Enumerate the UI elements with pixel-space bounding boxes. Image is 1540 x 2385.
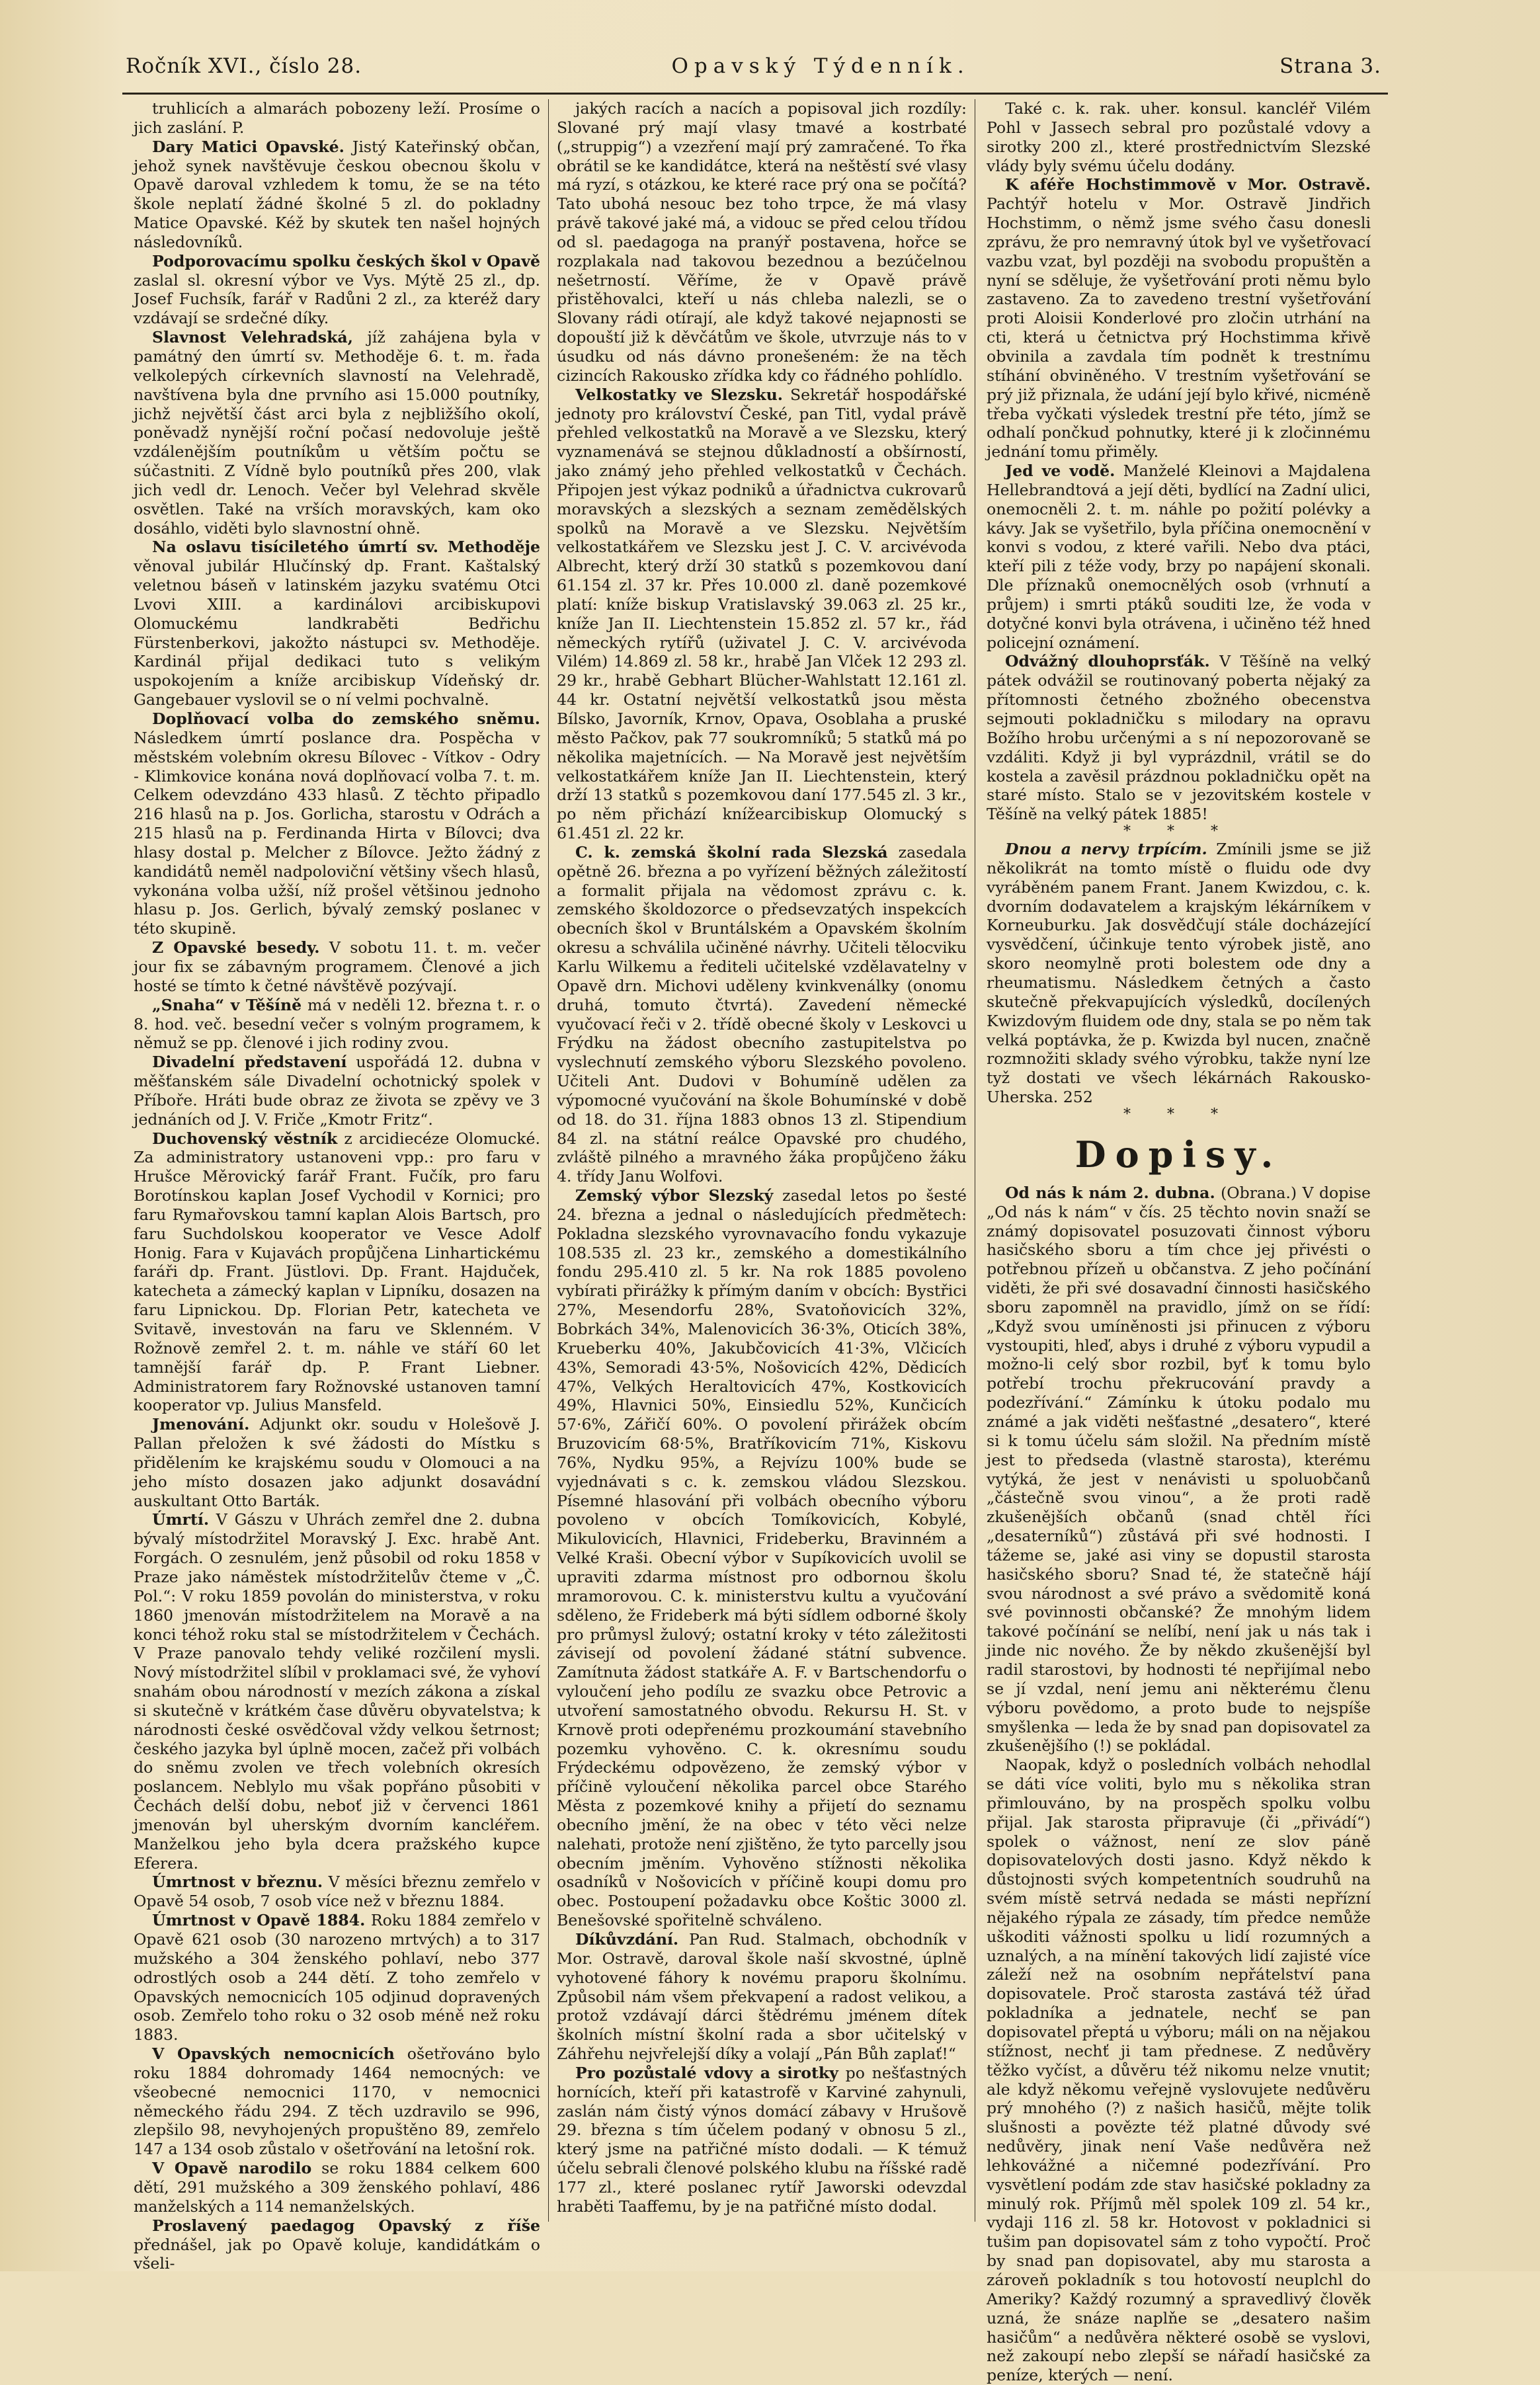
article-paragraph xyxy=(134,1911,540,2044)
article-paragraph xyxy=(557,2064,967,2216)
article-paragraph xyxy=(134,252,540,328)
article-headline: Zemský výbor Slezský xyxy=(575,1186,774,1205)
article-text: Pan Rud. Stalmach, obchodník v Mor. Ostravě, daroval škole naší skvostné, úplně vyhotovené fáhory k novému praporu školnímu. Způsobil nám všem překvapení a radost velikou, a protož vzdávají dárci štědrému jménem dítek školních místní školní rada a sbor učitelský v Záhřehu nejvřelejší díky a volají „Pán Bůh zaplať!“ xyxy=(557,1930,967,2064)
article-text: Zmínili jsme se již několikrát na tomto místě o fluidu ode dvy vyráběném panem Frant. Janem Kwizdou, c. k. dvorním dodavatelem a krajským lékárníkem v Korneuburku. Jak dosvědčují stále docházející vysvědčení, účinkuje tento výrobek jistě, ano skoro neomylně proti bolestem ode dny a rheumatismu. Následkem četných a často skutečně překvapujících výsledků, docílených Kwizdovým fluidem ode dny, stala se po něm tak velká poptávka, že p. Kwizda byl nucen, značně rozmnožiti sklady svého výrobku, takže nyní lze tyž dostati ve všech lékárnách Rakousko-Uherska. 252 xyxy=(987,840,1371,1107)
column-1 xyxy=(126,99,549,2273)
article-paragraph xyxy=(987,1756,1371,2385)
article-headline: Podporovacímu spolku českých škol v Opavě xyxy=(152,251,540,270)
article-paragraph xyxy=(987,462,1371,652)
article-paragraph xyxy=(134,538,540,709)
article-text: uspořádá 12. dubna v měšťanském sále Divadelní ochotnický spolek v Příboře. Hráti bude obraz ze života se zpěvy ve 3 jednáních od J. V. Friče „Kmotr Fritz“. xyxy=(134,1053,541,1129)
article-text: přednášel, jak po Opavě koluje, kandidátkám o všeli- xyxy=(134,2235,540,2273)
page-number: Strana 3. xyxy=(1279,54,1381,78)
article-paragraph xyxy=(134,99,540,138)
article-text: Následkem úmrtí poslance drа. Pospěcha v městském volebním okresu Bílovec - Vítkov - Odry - Klimkovice konána nová doplňovací volba 7. t. m. Celkem odevzdáno 433 hlasů. Z těchto připadlo 216 hlasů na p. Jos. Gorlicha, starostu v Odrách a 215 hlasů na p. Ferdinanda Hirta v Bílovci; dva hlasy dostal p. Melcher z Bílovce. Ježto žádný z kandidátů neměl nadpoloviční většiny všech hlasů, vykonána volba užší, níž prošel většinou jednoho hlasu p. Jos. Gerlich, bývalý zemský poslanec v této skupině. xyxy=(134,728,540,938)
article-text: Naopak, když o posledních volbách nehodlal se dáti více voliti, bylo mu s několika stran přimlouváno, by na prospěch spolku volbu přijal. Jak starosta připravuje (či „přivádí“) spolek o vážnost, není ze slov páně dopisovatelových dosti jasno. Když někdo k důstojnosti svých kompetentních soudruhů na svém místě setrvá nedada se másti nepřízní nějakého rýpala ze zásady, tím předce nemůže uškoditi vážnosti spolku u lidí rozumných a uznalých, a na mínění takových lidí zajisté více záleží než na osobním nepřátelství pana dopisovatele. Proč starosta zastává též úřad pokladníka a jednatele, nechť se pan dopisovatel přeptá u výboru; máli on na nějakou stížnost, nechť ji tam přednese. Z nedůvěry těžko vyčíst, a důvěru též nikomu nelze vnutit; ale když někomu veřejně vyslovujete nedůvěru prý mnohého (?) z našich hasičů, mějte tolik slušnosti a povězte též platné důvody své nedůvěry, jinak není Vaše nedůvěra než lehkovážné a ničemné podezřívání. Pro vysvětlení podám zde stav hasičské pokladny za minulý rok. Příjmů měl spolek 109 zl. 54 kr., vydaji 116 zl. 58 kr. Hotovost v pokladnici si tušim pan dopisovatel sám z toho vypočtí. Proč by snad pan dopisovatel, aby mu starosta a zároveň pokladník s tou hotovostí neuplchl do Ameriky? Každý rozumný a spravedlivý člověk uzná, že snáze naplňe se „desatero našim hasičům“ a nedůvěra některé osobě se vyslovi, než zakoupí nebo zlepší se nářadí hasičské za peníze, kterých — není. xyxy=(987,1756,1371,2385)
article-text: má v neděli 12. března t. r. o 8. hod. več. besední večer s volným programem, k němuž se pp. členové i jich rodiny zvou. xyxy=(134,995,540,1053)
article-paragraph xyxy=(987,99,1371,175)
article-text: jakých racích a nacích a popisoval jich rozdíly: Slované prý mají vlasy tmavé a kostrbaté („struppig“) a vzezření mají prý zamračené. To řka obrátil se ke kandidátce, která na neštěstí své vlasy má ryzí, s otázkou, ke které race prý ona se počítá? Tato ubohá nesouc bez toho trpce, že má vlasy právě takové jaké má, a vidouc se před celou třídou od sl. paedagoga na pranýř postavena, hořce se rozplakala nad takovou bezednou a bezúčelnou nešetrností. Věříme, že v Opavě právě přistěhovalci, kteří u nás chleba nalezli, se o Slovany rádi otírají, ale když takové nejapnosti se dopouští již k děvčátům ve škole, utvrzuje nás to v úsudku od nás dávno pronešeném: že na těch cizincích Rakousko zřídka kdy co řádného pohlídlo. xyxy=(557,99,967,385)
article-headline: Odvážný dlouhoprsťák. xyxy=(1005,652,1210,671)
article-paragraph xyxy=(987,840,1371,1107)
article-headline: C. k. zemská školní rada Slezská xyxy=(575,842,888,862)
article-paragraph xyxy=(557,1930,967,2064)
article-text: Adjunkt okr. soudu v Holešově J. Pallan přeložen k své žádosti do Místku s přidělením ke krajskému soudu v Olomouci a na jeho místo dosazen jako adjunkt dosavádní auskultant Otto Barták. xyxy=(134,1415,540,1510)
article-headline: Jmenování. xyxy=(152,1415,250,1434)
article-headline: Dary Matici Opavské. xyxy=(152,137,344,156)
article-text: ošetřováno bylo roku 1884 dohromady 1464 nemocných: ve všeobecné nemocnici 1170, v nemocnici německého řádu 294. Z těch uzdravilo se 996, zlepšilo 98, nevyhojených propuštěno 89, zemřelo 147 a 134 osob zůstalo v ošetřování na letošní rok. xyxy=(134,2044,540,2159)
article-text: zasedala opětně 26. března a po vyřízení běžných záležitostí a formalit přijala na vědomost zprávu c. k. zemského školdozorce o předsevzatých inspekcích obecních škol v Bruntálském a Opavském školním okresu a schválila učiněné návrhy. Učiteli tělocviku Karlu Wilkemu a řediteli učitelské vzdělavatelny v Opavě drn. Michovi uděleny kvinkvenálky (onomu druhá, tomuto čtvrtá). Zavedení německé vyučovací řeči v 2. třídě obecné školy v Leskovci u Frýdku na žádost obecního zastupitelstva po vyslechnutí zemského výboru Slezského povoleno. Učiteli Ant. Dudovi v Bohumíně udělen za výpomocné vyučování na škole Bohumínské v době od 18. do 31. října 1883 obnos 13 zl. Stipendium 84 zl. na státní reálce Opavské pro chudého, zvláště pilného a mravného žáka propůjčeno žáku 4. třídy Janu Wolfovi. xyxy=(557,842,967,1186)
article-headline: Doplňovací volba do zemského sněmu. xyxy=(152,709,540,728)
article-paragraph xyxy=(557,385,967,843)
separator: * * * xyxy=(1123,823,1234,840)
columns-left xyxy=(126,99,975,2273)
article-text: Jistý Kateřinský občan, jehož synek navštěvuje českou obecnou školu v Opavě daroval vzhledem k tomu, že se na této škole neplatí žádné školné 5 zl. do pokladny Matice Opavské. Kéž by skutek ten našel hojných následovníků. xyxy=(134,137,540,251)
article-text: V sobotu 11. t. m. večer jour fix se zábavným programem. Členové a jich hosté se tímto k četné návštěvě pozývají. xyxy=(134,938,540,995)
article-headline: K aféře Hochstimmově v Mor. Ostravě. xyxy=(1005,175,1371,194)
article-headline: „Snaha“ v Těšíně xyxy=(152,995,302,1014)
issue-info: Ročník XVI., číslo 28. xyxy=(126,54,362,78)
article-paragraph xyxy=(134,2216,540,2274)
article-text: věnoval jubilár Hlučínský dp. Frant. Kaštalský veletnou báseň v latinském jazyku svatému Otci Lvovi XIII. a kardinálovi arcibiskupovi Olomuckému landkraběti Bedřichu Fürstenberkovi, jakožto nástupci sv. Methoděje. Kardinál přijal dedikaci tuto s velikým uspokojením a kníže arcibiskup Vídeňský dr. Gangebauer vyslovil se o ní velmi pochvalně. xyxy=(134,557,540,709)
article-headline: Úmrtnost v březnu. xyxy=(152,1873,323,1892)
article-text: Pachtýř hotelu v Mor. Ostravě Jindřich Hochstimm, o němž jsme svého času donesli zprávu, že pro nemravný útok byl ve vyšetřovací vazbu vzat, byl později na svobodu propuštěn a nyní se sděluje, že vyšetřování proti němu bylo zastaveno. Za to zavedeno trestní vyšetřování proti Aloisii Konderlové pro zločin utrhání na cti, která u četnictva prý Hochstimma křivě obvinila a zavdala tím podnět k trestnímu stíhání obviněného. V trestním vyšetřování se prý již přiznala, že udání její bylo křivé, nicméně třeba vyčkati výsledek trestní pře této, jímž se odhalí pončkud pohnutky, které ji k zločinnému jednání tomu přiměly. xyxy=(987,194,1371,462)
article-paragraph xyxy=(134,328,540,538)
article-headline: Divadelní představení xyxy=(152,1053,347,1072)
article-headline: Pro pozůstalé vdovy a sirotky xyxy=(575,2063,838,2082)
article-paragraph xyxy=(134,1053,540,1129)
article-headline: Slavnost Velehradská, xyxy=(152,328,353,347)
article-paragraph xyxy=(987,1184,1371,1756)
article-paragraph xyxy=(134,1873,540,1911)
article-text: se roku 1884 celkem 600 dětí, 291 mužského a 309 ženského pohlaví, 486 manželských a 114 nemanželských. xyxy=(134,2159,540,2216)
article-text: Roku 1884 zemřelo v Opavě 621 osob (30 narozeno mrtvých) a to 317 mužského a 304 ženského pohlaví, nebo 377 odrostlých osob a 244 dětí. Z toho zemřelo v Opavských nemocnicích 105 odjinud dopravených osob. Zemřelo toho roku o 32 osob méně než roku 1883. xyxy=(134,1911,541,2044)
article-paragraph xyxy=(557,843,967,1186)
article-headline: Úmrtnost v Opavě 1884. xyxy=(152,1911,366,1930)
section-heading: Dopisy. xyxy=(1074,1133,1283,1176)
article-text: V Gászu v Uhrách zemřel dne 2. dubna bývalý místodržitel Moravský J. Exc. hrabě Ant. Forgách. O zesnulém, jenž působil od roku 1858 v Praze jako náměstek místodržitelův čteme v „Č. Pol.“: V roku 1859 povolán do ministerstva, v roku 1860 jmenován místodržitelem na Moravě a na konci téhož roku stal se místodržitelem v Čechách. V Praze panovalo tehdy veliké rozčilení mysli. Nový místodržitel slíbil v proklamaci své, že vyhoví snahám obou národností v mezích zákona a získal si skutečně v krátkém čase důvěru obyvatelstva; k národnosti české osvědčoval vždy velkou šetrnost; českého jazyka byl úplně mocen, začež při volbách do sněmu zvolen ve třech volebních okresích poslancem. Neblylo mu však popřáno působiti v Čechách delší dobu, neboť již v červenci 1861 jmenován byl uherským dvorním kancléřem. Manželkou jeho byla dcera pražského kupce Eferera. xyxy=(134,1510,540,1873)
article-headline: V Opavských nemocnicích xyxy=(152,2044,395,2064)
article-paragraph xyxy=(134,1129,540,1416)
article-paragraph xyxy=(557,99,967,385)
article-text: zasedal letos po šesté 24. března a jednal o následujících předmětech: Pokladna slezského vyrovnavacího fondu vykazuje 108.535 zl. 23 kr., zemského a domestikálního fondu 295.410 zl. 5 kr. Na rok 1885 povoleno vybírati přirážky k přímým daním v obcích: Bystřici 27%, Mesendorfu 28%, Svatoňovicích 32%, Bobrkách 34%, Malenovicích 36·3%, Oticích 38%, Krueberku 40%, Jakubčovicích 41·3%, Vlčicích 43%, Semoradi 43·5%, Nošovicích 42%, Dědicích 47%, Velkých Heraltovicích 47%, Kostkovicích 49%, Hlavnici 50%, Einsiedlu 52%, Kunčicích 57·6%, Zářičí 60%. O povolení přirážek obcím Bruzovicím 68·5%, Bratříkovicím 71%, Kiskovu 76%, Nydku 95%, a Rejvízu 100% bude se vyjednávati s c. k. zemskou vládou Slezskou. Písemné hlasování při volbách obecního výboru povoleno v obcích Tomíkovicích, Kobylé, Mikulovicích, Hlavnici, Frideberku, Bravinném a Velké Kraši. Obecní výbor v Supíkovicích uvolil se upraviti zdarma místnost pro odbornou školu mramorovou. C. k. ministerstvu kultu a vyučování sděleno, že Frideberk má býti sídlem odborné školy pro průmysl žulový; ostatní kroky v této záležitosti závisejí od povolení žádané státní subvence. Zamítnuta žádost statkáře A. F. v Bartschendorfu o vyloučení jeho podílu ze svazku obce Petrovic a utvoření samostatného obvodu. Rekursu H. St. v Krnově proti odepřenému prozkoumání stavebního pozemku vyhověno. C. k. okresnímu soudu Frýdeckému odpovězeno, že zemský výbor v příčině vyloučení několika parcel obce Starého Města z pozemkové knihy a přijetí do seznamu obecního jmění, že na obec v této věci nelze nalehati, protože není zjištěno, že tyto parcelly jsou obecním jměním. Vyhověno stížnosti několika osadníků v Nošovicích v příčině koupi domu pro obec. Postoupení požadavku obce Koštic 3000 zl. Benešovské spořitelně schváleno. xyxy=(557,1186,967,1930)
article-paragraph xyxy=(134,1510,540,1873)
article-paragraph xyxy=(134,709,540,938)
article-headline: Velkostatky ve Slezsku. xyxy=(575,385,784,404)
article-text: Manželé Kleinovi a Majdalena Hellebrandtová a její děti, bydlící na Zadní ulici, onemocněli 2. t. m. náhle po požití polévky a kávy. Jak se vyšetřilo, byla příčina onemocnění v konvi s vodou, z které vařili. Nebo dva ptáci, kteří pili z téže vody, brzy po napájení skonali. Dle příznaků onemocnělých osob (vrhnutí a průjem) i smrti ptáků souditi lze, že voda v dotyčné konvi byla otrávena, i učiněno též hned policejní oznámení. xyxy=(987,462,1371,652)
article-text: z arcidiecéze Olomucké. Za administratory ustanoveni vpp.: pro faru v Hrušce Měrovický farář Frant. Fučík, pro faru Borotínskou kaplan Josef Vychodil v Kornici; pro faru Rymařovskou tamní kaplan Alois Bartsch, pro faru Suchdolskou kooperator ve Vesce Adolf Honig. Fara v Kujavách propůjčena Linhartickému faráři dp. Frant. Jüstlovi. Dp. Frant. Hajduček, katecheta a zámecký kaplan v Lipníku, dosazen na faru Lipnickou. Dp. Florian Petr, katecheta ve Svitavě, investován na faru ve Sklenném. V Rožnově zemřel 2. t. m. náhle ve stáří 60 let tamnější farář dp. P. Frant Liebner. Administratorem fary Rožnovské ustanoven tamní kooperator vp. Julius Mansfeld. xyxy=(134,1129,540,1415)
article-text: po nešťastných hornících, kteří při katastrofě v Karviné zahynuli, zaslán nám čistý výnos domácí zábavy v Hrušově 29. března s tím účelem podaný v obnosu 5 zl., který jsme na patřičné místo dodali. — K témuž účelu sebrali členové polského klubu na říšské radě 177 zl., které poslanec rytíř Jaworski odevzdal hraběti Taaffemu, by je na patřičné místo dodal. xyxy=(557,2063,967,2216)
columns-right xyxy=(979,99,1379,2385)
page-header xyxy=(126,46,1381,86)
article-text: Sekretář hospodářské jednoty pro království České, pan Titl, vydal právě přehled velkostatků na Moravě a ve Slezsku, který vyznamenává se stejnou důkladností a obšírností, jako známý jeho přehled velkostatků v Čechách. Připojen jest výkaz podniků a úřadnictva cukrovarů moravských a slezských a seznam zemědělských spolků na Moravě a ve Slezsku. Největším velkostatkářem ve Slezsku jest J. C. V. arcivévoda Albrecht, který drží 30 statků s pozemkovou daní 61.154 zl. 37 kr. Přes 10.000 zl. daně pozemkové platí: kníže biskup Vratislavský 39.063 zl. 25 kr., kníže Jan II. Liechtenstein 15.852 zl. 57 kr., řád německých rytířů (uživatel J. C. V. arcivévoda Vilém) 14.869 zl. 58 kr., hrabě Jan Vlček 12 293 zl. 29 kr., hrabě Gebhart Blücher-Wahlstatt 12.161 zl. 44 kr. Ostatní největší velkostatků jsou města Bílsko, Javorník, Krnov, Opava, Osoblaha a pruské město Pačkov, pak 77 soukromníků; 5 statků má po několika majetnících. — Na Moravě jest největším velkostatkářem kníže Jan II. Liechtenstein, který drží 13 statků s pozemkovou daní 177.545 zl. 3 kr., po něm přichází knížearcibiskup Olomucký s 61.451 zl. 22 kr. xyxy=(557,385,967,843)
article-headline: Proslavený paedagog Opavský z říše xyxy=(152,2216,540,2235)
article-paragraph xyxy=(557,1186,967,1930)
article-text: zaslal sl. okresní výbor ve Vys. Mýtě 25 zl., dp. Josef Fuchsík, farář v Radůni 2 zl., za kteréž dary vzdávají se srdečné díky. xyxy=(134,270,540,328)
article-paragraph xyxy=(134,2044,540,2159)
header-rule xyxy=(122,93,1388,95)
article-text: V Těšíně na velký pátek odvážil se routinovaný poberta nějaký za přítomnosti četného zbožného obecenstva sejmouti pokladničku s milodary na opravu Božího hrobu určenými a s ní nepozorovaně se vzdáliti. Když ji byl vyprázdnil, vrátil se do kostela a zavěsil prázdnou pokladničku opět na staré místo. Stalo se v jezovitském kostele v Těšíně na velký pátek 1885! xyxy=(987,652,1371,824)
article-headline: Jed ve vodě. xyxy=(1005,462,1115,481)
article-headline: Úmrtí. xyxy=(152,1510,210,1529)
article-headline: V Opavě narodilo xyxy=(152,2159,312,2178)
article-headline: Od nás k nám 2. dubna. xyxy=(1005,1183,1215,1202)
article-text: Také c. k. rak. uher. konsul. kancléř Vilém Pohl v Jassech sebral pro pozůstalé vdovy a sirotky 200 zl., které prostřednictvím Slezské vlády byly svému účelu dodány. xyxy=(987,99,1371,175)
article-headline: Díkůvzdání. xyxy=(575,1930,679,1949)
article-headline: Na oslavu tisíciletého úmrtí sv. Methoděje xyxy=(152,538,540,557)
article-paragraph xyxy=(134,2159,540,2216)
article-text: V měsíci březnu zemřelo v Opavě 54 osob, 7 osob více než v březnu 1884. xyxy=(134,1873,541,1911)
article-paragraph xyxy=(134,996,540,1053)
article-paragraph xyxy=(134,1415,540,1510)
article-paragraph xyxy=(987,652,1371,824)
separator: * * * xyxy=(1123,1106,1234,1123)
article-paragraph xyxy=(987,175,1371,462)
column-2 xyxy=(549,99,975,2222)
article-paragraph xyxy=(134,138,540,252)
article-headline: Dnou a nervy trpícím. xyxy=(1005,840,1207,859)
article-text: (Obrana.) V dopise „Od nás k nám“ v čís. 25 těchto novin snaží se známý dopisovatel posuzovati činnost výboru hasičského sboru a tím chce jej přivésti o potřebnou přízeň u občanstva. Z jeho počínání viděti, že při své dosavadní činnosti hasičského sboru zapomněl na pravidlo, jímž on se řídí: „Když svou umíněnosti jsi přinucen z výboru vystoupiti, hleď, abys i druhé z výboru vypudil a možno-li celý sbor rozbil, byť k tomu bylo potřebí trochu překrucování pravdy a podezřívání.“ Zámínku k útoku podalo mu známé a jak viděti nešťastné „desatero“, které si k tomu účelu sám složil. Na předním místě jest to předseda (vlastně starosta), kterému vytýká, že jest v nenávisti u spoluobčanů „částečně svou vinou“, a že proti radě zkušenějších občanů (snad chtěl říci „desaterníků“) zůstává při své hodnosti. I tážeme se, jaké asi viny se dopustil starosta hasičského sboru? Snad té, že statečně hájí svou národnost a své právo a svědomitě koná své povinnosti občanské? Že mnohým lidem takové počínání se nelíbí, není jak u nás tak i jinde nic nového. Že by někdo zkušenější byl radil starostovi, by hodnosti té nepřijímal nebo se jí vzdal, není jemu ani některému členu výboru povědomo, a proto bude to nejspíše smyšlenka — leda že by snad pan dopisovatel za zkušenějšího (!) se pokládal. xyxy=(987,1183,1371,1756)
article-text: truhlicích a almarách pobozeny leží. Prosíme o jich zaslání. P. xyxy=(134,99,540,137)
column-3 xyxy=(979,99,1379,2385)
article-text: jíž zahájena byla v památný den úmrtí sv. Methoděje 6. t. m. řada velkolepých církevních slavností na Velehradě, navštívena byla dne prvního asi 15.000 poutníky, jichž největší část arci byla z nejbližšího okolí, poněvadž nynější roční počasí nedovoluje ještě vzdálenějším poutníkům u větším počtu se súčastniti. Z Vídně bylo poutníků přes 200, vlak jich vedl dr. Lenoch. Večer byl Velehrad skvěle osvětlen. Také na vrších moravských, kam oko dosáhlo, viděti bylo slavnostní ohně. xyxy=(134,328,540,538)
article-paragraph xyxy=(134,938,540,996)
newspaper-title: Opavský Týdenník. xyxy=(671,54,970,78)
article-headline: Z Opavské besedy. xyxy=(152,938,320,957)
article-headline: Duchovenský věstník xyxy=(152,1129,338,1148)
